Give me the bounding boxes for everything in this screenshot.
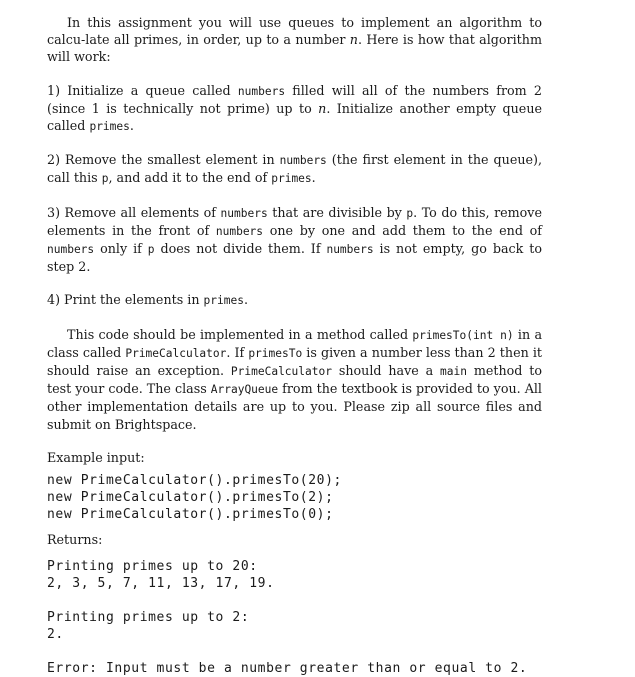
- code-method-signature: primesTo(int n): [412, 328, 514, 342]
- step-text: 2) Remove the smallest element in: [47, 152, 280, 168]
- details-text: is given a number less than 2 then it should raise an exception.: [47, 344, 542, 379]
- output-line: Printing primes up to 20:: [47, 558, 258, 574]
- intro-paragraph: [47, 14, 542, 66]
- step-text: filled will all of the numbers from 2 (since 1 is technically not prime) up to: [47, 82, 542, 116]
- step-text: .: [129, 118, 134, 134]
- returns-label: Returns:: [47, 531, 103, 547]
- code-primes: primes: [203, 294, 244, 308]
- step-text: . Initialize another empty queue called: [47, 100, 542, 134]
- step-text: is not empty, go back to step 2.: [47, 241, 542, 275]
- example-line: new PrimeCalculator().primesTo(2);: [47, 489, 334, 505]
- code-method-name: primesTo: [248, 346, 303, 360]
- step-2: [47, 151, 542, 187]
- code-p: p: [406, 206, 414, 220]
- details-text: . If: [226, 344, 249, 360]
- code-p: p: [101, 172, 109, 186]
- step-text: does not divide them. If: [154, 241, 327, 257]
- example-input-label: Example input:: [47, 449, 145, 465]
- example-line: new PrimeCalculator().primesTo(0);: [47, 506, 334, 522]
- step-text: . To do this, remove elements in the front of: [47, 204, 542, 238]
- code-p: p: [147, 243, 155, 257]
- step-text: one by one and add them to the end of: [263, 222, 542, 238]
- step-text: that are divisible by: [267, 204, 407, 220]
- code-numbers: numbers: [47, 243, 95, 257]
- step-text: 1) Initialize a queue called: [47, 82, 238, 98]
- code-numbers: numbers: [279, 154, 327, 168]
- step-text: 4) Print the elements in: [47, 292, 204, 308]
- example-line: new PrimeCalculator().primesTo(20);: [47, 472, 342, 488]
- math-n: n: [318, 100, 327, 116]
- step-text: , and add it to the end of: [108, 170, 272, 186]
- step-text: .: [311, 170, 316, 186]
- step-4: [47, 291, 542, 309]
- step-text: (the first element in the queue), call this: [47, 152, 542, 186]
- output-line: Printing primes up to 2:: [47, 609, 250, 625]
- code-numbers: numbers: [220, 206, 268, 220]
- step-text: .: [243, 292, 248, 308]
- step-3: [47, 204, 542, 276]
- code-numbers: numbers: [215, 224, 264, 238]
- output-line: Error: Input must be a number greater than or equal to 2.: [47, 660, 528, 676]
- code-class-name: PrimeCalculator: [230, 365, 332, 379]
- intro-text-end: . Here is how that algorithm will work:: [47, 32, 542, 65]
- output-line: 2, 3, 5, 7, 11, 13, 17, 19.: [47, 575, 275, 591]
- step-text: only if: [94, 241, 148, 257]
- intro-text: In this assignment you will use queues to implement an algorithm to calcu-late all primes, in order, up to a number: [47, 15, 542, 48]
- step-1: [47, 82, 542, 136]
- code-numbers: numbers: [237, 84, 286, 98]
- details-paragraph: [47, 326, 542, 433]
- code-arrayqueue: ArrayQueue: [210, 383, 279, 397]
- details-text: should have a: [331, 363, 441, 379]
- code-primes: primes: [89, 120, 130, 134]
- code-class-name: PrimeCalculator: [125, 346, 227, 360]
- code-main: main: [440, 365, 467, 379]
- math-n: n: [349, 32, 358, 48]
- code-primes: primes: [271, 172, 312, 186]
- code-numbers: numbers: [326, 243, 374, 257]
- details-text: from the textbook is provided to you. All other implementation details are up to you. Please zip all source files and submit on Brightspace.: [47, 381, 542, 432]
- details-text: This code should be implemented in a method called: [67, 326, 413, 342]
- output-line: 2.: [47, 626, 64, 642]
- details-text: method to test your code. The class: [47, 363, 542, 397]
- step-text: 3) Remove all elements of: [47, 204, 221, 220]
- details-text: in a class called: [47, 326, 543, 360]
